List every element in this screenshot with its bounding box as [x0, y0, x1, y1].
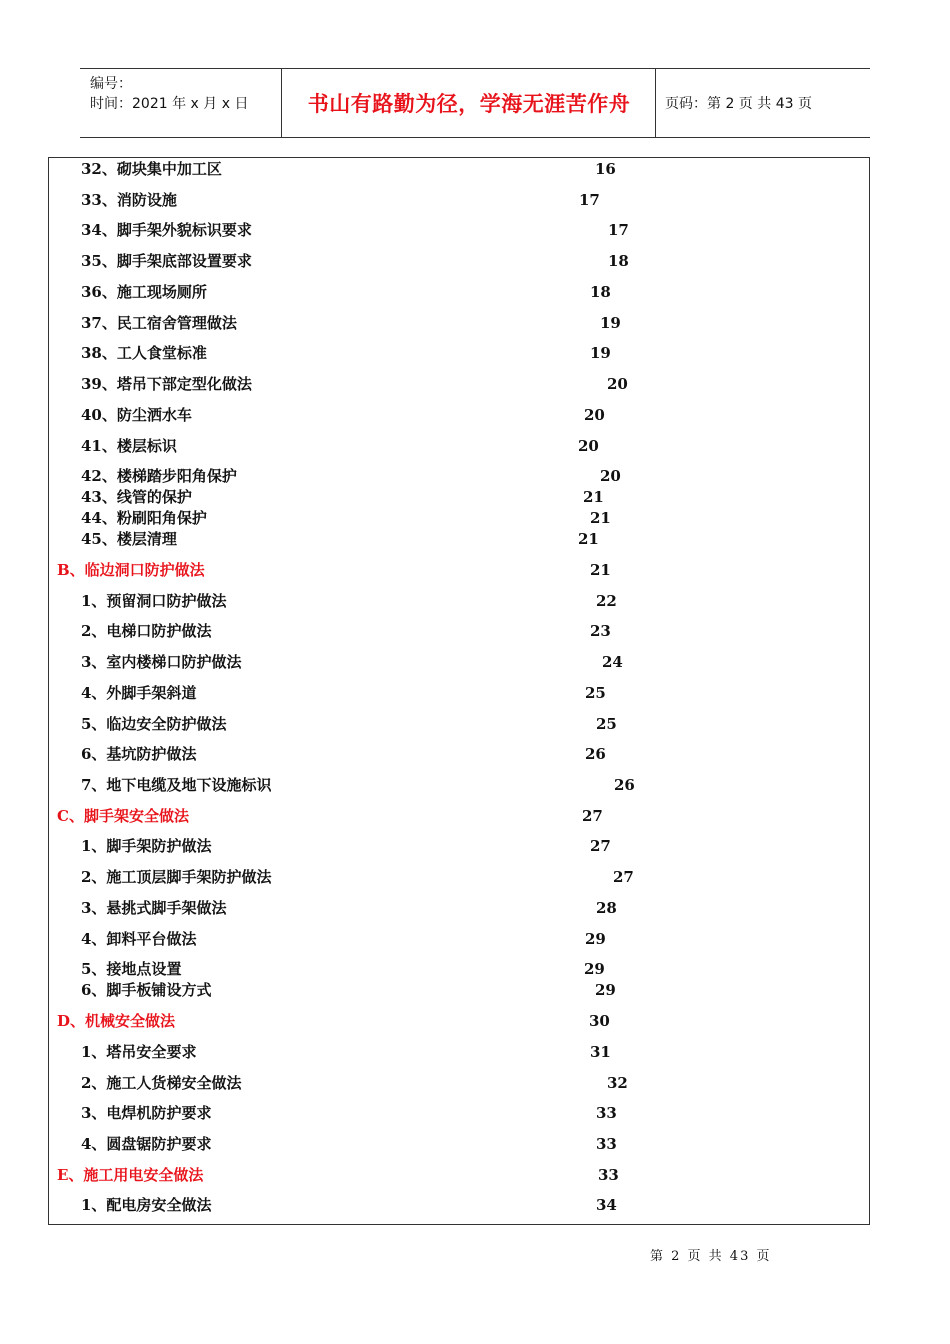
- toc-entry: [0, 1194, 950, 1216]
- toc-entry-page: 17: [608, 221, 629, 239]
- toc-entry-label: 38、工人食堂标准: [81, 344, 207, 362]
- toc-entry: [0, 866, 950, 888]
- toc-section-heading: [0, 1164, 950, 1186]
- toc-entry: [0, 435, 950, 457]
- toc-entry-label: 4、卸料平台做法: [81, 930, 197, 948]
- header-meta: [90, 74, 248, 114]
- toc-entry-label: 41、楼层标识: [81, 437, 177, 455]
- toc-entry-label: 7、地下电缆及地下设施标识: [81, 776, 272, 794]
- toc-entry-page: 30: [589, 1012, 610, 1030]
- toc-entry: [0, 590, 950, 612]
- toc-entry-page: 26: [614, 776, 635, 794]
- toc-entry-label: 43、线管的保护: [81, 488, 192, 506]
- toc-entry: [0, 219, 950, 241]
- toc-entry-label: 40、防尘洒水车: [81, 406, 192, 424]
- toc-entry-label: 1、配电房安全做法: [81, 1196, 212, 1214]
- toc-entry-page: 27: [590, 837, 611, 855]
- toc-entry: [0, 342, 950, 364]
- toc-entry-page: 32: [607, 1074, 628, 1092]
- toc-entry: [0, 1102, 950, 1124]
- toc-entry-label: 1、脚手架防护做法: [81, 837, 212, 855]
- toc-entry-label: 33、消防设施: [81, 191, 177, 209]
- toc-entry-page: 34: [596, 1196, 617, 1214]
- toc-entry-page: 27: [582, 807, 603, 825]
- toc-entry-page: 26: [585, 745, 606, 763]
- toc-entry-page: 27: [613, 868, 634, 886]
- toc-entry: [0, 682, 950, 704]
- toc-entry-page: 21: [590, 561, 611, 579]
- toc-entry-label: 42、楼梯踏步阳角保护: [81, 467, 237, 485]
- toc-entry: [0, 281, 950, 303]
- toc-entry-label: 32、砌块集中加工区: [81, 160, 222, 178]
- toc-entry-page: 20: [600, 467, 621, 485]
- toc-entry-page: 24: [602, 653, 623, 671]
- header-page-info: 页码：第 2 页 共 43 页: [665, 96, 812, 112]
- toc-entry-page: 21: [578, 530, 599, 548]
- toc-entry: [0, 928, 950, 950]
- toc-entry-label: 5、接地点设置: [81, 960, 182, 978]
- page-header: [80, 68, 870, 138]
- header-divider: [655, 69, 656, 137]
- toc-entry-label: 3、悬挑式脚手架做法: [81, 899, 227, 917]
- toc-entry: [0, 373, 950, 395]
- toc-entry-label: 39、塔吊下部定型化做法: [81, 375, 252, 393]
- toc-section-heading: [0, 805, 950, 827]
- toc-entry-label: 1、塔吊安全要求: [81, 1043, 197, 1061]
- toc-entry-label: 6、脚手板铺设方式: [81, 981, 212, 999]
- toc-entry: [0, 158, 950, 180]
- toc-entry-label: 2、施工顶层脚手架防护做法: [81, 868, 272, 886]
- toc-entry-page: 20: [607, 375, 628, 393]
- doc-code-label: 编号：: [90, 76, 132, 92]
- toc-entry-label: 2、施工人货梯安全做法: [81, 1074, 242, 1092]
- toc-entry: [0, 250, 950, 272]
- toc-entry-page: 31: [590, 1043, 611, 1061]
- toc-entry-page: 19: [590, 344, 611, 362]
- toc-entry-page: 25: [585, 684, 606, 702]
- toc-entry: [0, 312, 950, 334]
- toc-entry-label: 3、室内楼梯口防护做法: [81, 653, 242, 671]
- toc-entry-page: 33: [596, 1135, 617, 1153]
- toc-entry-label: 36、施工现场厕所: [81, 283, 207, 301]
- toc-entry: [0, 651, 950, 673]
- toc-entry-page: 20: [578, 437, 599, 455]
- toc-entry-page: 29: [595, 981, 616, 999]
- toc-entry: [0, 979, 950, 1001]
- toc-entry-page: 22: [596, 592, 617, 610]
- toc-entry: [0, 713, 950, 735]
- toc-entry-label: 2、电梯口防护做法: [81, 622, 212, 640]
- toc-section-heading: [0, 1010, 950, 1032]
- toc-entry-label: 4、外脚手架斜道: [81, 684, 197, 702]
- toc-entry: [0, 465, 950, 487]
- toc-entry-page: 23: [590, 622, 611, 640]
- page-footer: 第 2 页 共 43 页: [650, 1249, 772, 1264]
- toc-entry-label: 4、圆盘锯防护要求: [81, 1135, 212, 1153]
- toc-entry: [0, 897, 950, 919]
- doc-date: 时间：2021 年 x 月 x 日: [90, 96, 249, 112]
- toc-entry-page: 33: [598, 1166, 619, 1184]
- toc-entry: [0, 404, 950, 426]
- toc-entry-page: 18: [590, 283, 611, 301]
- toc-entry: [0, 507, 950, 529]
- toc-entry-label: 44、粉刷阳角保护: [81, 509, 207, 527]
- toc-entry-page: 18: [608, 252, 629, 270]
- toc-entry-page: 33: [596, 1104, 617, 1122]
- toc-entry-label: 35、脚手架底部设置要求: [81, 252, 252, 270]
- toc-entry: [0, 835, 950, 857]
- toc-entry: [0, 1072, 950, 1094]
- toc-entry-label: B、临边洞口防护做法: [57, 561, 205, 579]
- toc-entry-label: 34、脚手架外貌标识要求: [81, 221, 252, 239]
- toc-entry-page: 17: [579, 191, 600, 209]
- toc-entry-page: 21: [590, 509, 611, 527]
- toc-entry: [0, 620, 950, 642]
- toc-entry: [0, 774, 950, 796]
- header-slogan: 书山有路勤为径，学海无涯苦作舟: [307, 91, 631, 116]
- toc-entry-page: 16: [595, 160, 616, 178]
- toc-entry: [0, 743, 950, 765]
- toc-entry-page: 19: [600, 314, 621, 332]
- toc-entry-label: D、机械安全做法: [57, 1012, 176, 1030]
- toc-entry-page: 29: [585, 930, 606, 948]
- toc-entry-page: 20: [584, 406, 605, 424]
- toc-entry-page: 21: [583, 488, 604, 506]
- toc-entry: [0, 189, 950, 211]
- toc-entry: [0, 486, 950, 508]
- toc-entry-label: 3、电焊机防护要求: [81, 1104, 212, 1122]
- toc-entry-label: 45、楼层清理: [81, 530, 177, 548]
- toc-entry-label: 5、临边安全防护做法: [81, 715, 227, 733]
- toc-entry: [0, 528, 950, 550]
- toc-entry-label: 1、预留洞口防护做法: [81, 592, 227, 610]
- toc-entry: [0, 1041, 950, 1063]
- toc-entry-label: 6、基坑防护做法: [81, 745, 197, 763]
- toc-entry-label: 37、民工宿舍管理做法: [81, 314, 237, 332]
- toc-entry: [0, 958, 950, 980]
- toc-entry-page: 28: [596, 899, 617, 917]
- toc-entry-label: E、施工用电安全做法: [57, 1166, 204, 1184]
- toc-entry-page: 25: [596, 715, 617, 733]
- toc-entry-page: 29: [584, 960, 605, 978]
- toc-section-heading: [0, 559, 950, 581]
- toc-entry-label: C、脚手架安全做法: [57, 807, 189, 825]
- toc-entry: [0, 1133, 950, 1155]
